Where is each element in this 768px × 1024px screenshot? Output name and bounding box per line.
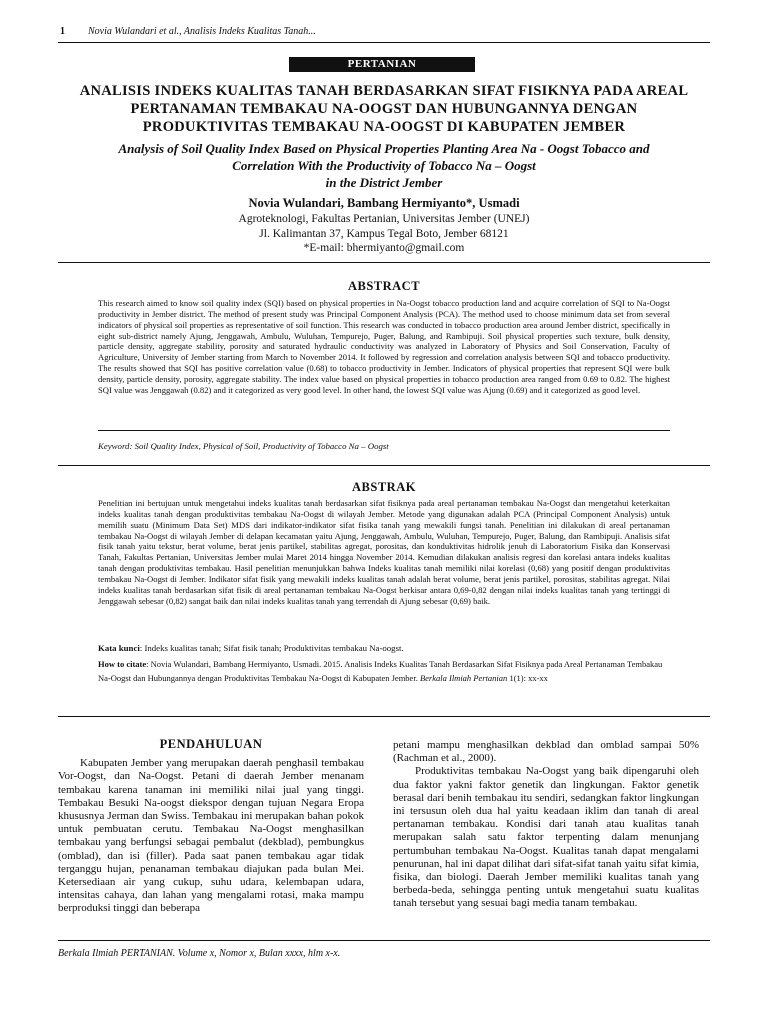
affiliation bbox=[100, 212, 668, 256]
how-to-cite-label: How to citate bbox=[98, 659, 147, 669]
title-en-line: Analysis of Soil Quality Index Based on Physical Properties Planting Area Na - Oogst Tobacco and bbox=[118, 141, 650, 156]
body-paragraph: Produktivitas tembakau Na-Oogst yang baik dipengaruhi oleh dua faktor yakni faktor genetik dan lingkungan. Faktor genetik berasal dari benih tembakau itu sendiri, sedangkan faktor lingkungan ini tersusun oleh dua hal yaitu keadaan iklim dan tanah di areal pertanaman tembakau. Kondisi dari tanah atau kualitas tanah merupakan salah satu faktor terpenting dalam menunjang pertumbuhan tembakau Na-Oogst. Kualitas tanah dapat mengalami penurunan, hal ini dapat dilihat dari sifat-sifat tanah yaitu sifat kimia, fisika, dan biologi. Daerah Jember memiliki kualitas tanah yang berbeda-beda, sehingga penting untuk mengetahui suatu kualitas tanah tersebut yang sesuai bagi media tanam tembakau. bbox=[393, 765, 699, 910]
how-to-cite-issue: 1(1): xx-xx bbox=[507, 673, 548, 683]
keywords-id-text: : Indeks kualitas tanah; Sifat fisik tanah; Produktivitas tembakau Na-oogst. bbox=[139, 643, 404, 653]
running-header bbox=[58, 26, 710, 40]
page-number: 1 bbox=[60, 26, 65, 37]
section-heading: PENDAHULUAN bbox=[159, 737, 263, 751]
affiliation-line: Jl. Kalimantan 37, Kampus Tegal Boto, Jember 68121 bbox=[259, 227, 509, 240]
title-line: PERTANAMAN TEMBAKAU NA-OOGST DAN HUBUNGANNYA DENGAN bbox=[130, 101, 638, 117]
title-en-line: in the District Jember bbox=[325, 175, 443, 190]
rule-above-abstrak bbox=[58, 465, 710, 466]
rule-below-abstract bbox=[98, 430, 670, 431]
abstract-heading: ABSTRACT bbox=[347, 279, 421, 293]
body-paragraph: petani mampu menghasilkan dekblad dan omblad sampai 50% (Rachman et al., 2000). bbox=[393, 739, 699, 765]
running-title: Novia Wulandari et al., Analisis Indeks Kualitas Tanah... bbox=[88, 26, 316, 37]
body-column-right bbox=[393, 739, 699, 911]
title-line: ANALISIS INDEKS KUALITAS TANAH BERDASARKAN SIFAT FISIKNYA PADA AREAL bbox=[79, 83, 689, 99]
header-rule bbox=[58, 42, 710, 43]
keywords-id-label: Kata kunci bbox=[98, 643, 140, 653]
affiliation-line: Agroteknologi, Fakultas Pertanian, Universitas Jember (UNEJ) bbox=[238, 213, 530, 225]
abstract-text: This research aimed to know soil quality index (SQI) based on physical properties in Na-Oogst tobacco production land and acquire correlation of SQI to Na-Oogst productivity in Jember district. The method of present study was Principal Component Analysis (PCA). The method used to choose minimum data set from several indicators of physical soil properties as representative of soil function. This research was conducted in tobacco production area around Jember district, specifically in eight sub-district namely Ajung, Jenggawah, Ambulu, Wuluhan, Tempurejo, Puger, Balung, and Rambipuji. Soil physical properties such texture, bulk density, particle density, aggregate stability, porosity and saturated hydraulic conductivity was analyzed in Laboratory of Physics and Soil Conservation, Faculty of Agriculture, University of Jember starting from March to November 2014. It followed by regression and correlation analysis between SQI and tobacco productivity. The results showed that SQI has positive correlation value (0.68) to tobacco productivity in Jember. Indicators of physical properties that represent SQI were bulk density, particle density, porosity, aggregate stability. The index value based on physical properties in tobacco production area ranged from 0.69 to 0.82. The highest SQI value was Jenggawah (0.82) and it categorized as very good level. In other hand, the lowest SQI value was Ajung (0.69) and it categorized as good level. bbox=[98, 298, 670, 395]
abstrak-heading: ABSTRAK bbox=[352, 480, 416, 494]
paper-title bbox=[40, 82, 728, 136]
title-line: PRODUKTIVITAS TEMBAKAU NA-OOGST DI KABUPATEN JEMBER bbox=[142, 119, 626, 135]
rule-above-abstract bbox=[58, 262, 710, 263]
footer-rule bbox=[58, 940, 710, 941]
section-tag: PERTANIAN bbox=[289, 57, 475, 72]
footer: Berkala Ilmiah PERTANIAN. Volume x, Nomor x, Bulan xxxx, hlm x-x. bbox=[58, 948, 341, 959]
keywords-en: Keyword: Soil Quality Index, Physical of Soil, Productivity of Tobacco Na – Oogst bbox=[98, 441, 389, 451]
how-to-cite-journal: Berkala Ilmiah Pertanian bbox=[419, 673, 508, 683]
abstrak-text: Penelitian ini bertujuan untuk mengetahui indeks kualitas tanah berdasarkan sifat fisiknya pada areal pertanaman tembakau Na-Oogst dan mengetahui keterkaitan indeks kualitas tanah dengan produktivitas tembakau Na-Oogst di wilayah Jember. Metode yang digunakan adalah PCA (Principal Component Analysis) untuk memilih suatu (Minimum Data Set) MDS dari indikator-indikator sifat fisika tanah yang mewakili fungsi tanah. Penelitian ini dilakukan di areal pertanaman tembakau Na-Oogst di wilayah Jember di delapan kecamatan yaitu Ajung, Jenggawah, Ambulu, Wuluhan, Tempurejo, Puger, Balung, dan Rambipuji. Analisis sifat fisik tanah yaitu tekstur, berat volume, berat jenis partikel, stabilitas agregat, porositas, dan konduktivitas hidrolik jenuh di Laboratorium Fisika dan Konservasi Tanah, Fakultas Pertanian, Universitas Jember mulai Maret 2014 hingga November 2014. Kemudian dilakukan analisis regresi dan korelasi antara indeks kualitas tanah dengan produktivitas tembakau. Hasil penelitian menunjukkan bahwa Indeks kualitas tanah memiliki nilai korelasi (0,68) yang positif dengan produktivitas tembakau Na-Oogst di Jember. Indikator sifat fisik yang mewakili indeks kualitas tanah adalah berat volume, berat jenis partikel, porositas, stabilitas agregat. Nilai indeks kualitas tanah berdasarkan sifat fisik di areal pertanaman tembakau Na-Oogst berkisar antara 0,69-0,82 dengan nilai indeks kualitas tanah yang tertinggi di Jenggawah sebesar (0,82) sangat baik dan nilai indeks kualitas tanah yang terrendah di Ajung sebesar (0,69) baik. bbox=[98, 498, 670, 606]
paper-title-english bbox=[60, 140, 708, 191]
how-to-cite bbox=[98, 657, 670, 685]
keywords-id bbox=[98, 643, 670, 653]
title-en-line: Correlation With the Productivity of Tobacco Na – Oogst bbox=[232, 158, 536, 173]
authors: Novia Wulandari, Bambang Hermiyanto*, Usmadi bbox=[248, 196, 520, 210]
how-to-cite-text: : Novia Wulandari, Bambang Hermiyanto, Usmadi. 2015. Analisis Indeks Kualitas Tanah Berdasarkan Sifat Fisiknya pada Areal Pertanaman Tembakau Na-Oogst dan Hubungannya dengan Produktivitas Tembakau Na-Oogst di Kabupaten Jember. bbox=[98, 659, 663, 683]
rule-above-body bbox=[58, 716, 710, 717]
body-paragraph: Kabupaten Jember yang merupakan daerah penghasil tembakau Vor-Oogst, dan Na-Oogst. Petani di daerah Jember menanam tembakau karena tanaman ini memiliki nilai jual yang tinggi. Tembakau Besuki Na-oogst diekspor dengan tujuan Negara Eropa khususnya Jerman dan Swiss. Tembakau ini merupakan bahan pokok untuk pembuatan cerutu. Tembakau Na-Oogst menghasilkan tembakau yang berfungsi sebagai pembalut (dekblad), pembungkus (omblad), dan isi (filler). Pada saat panen tembakau agar tidak terganggu hujan, penanaman tembakau diajukan pada bulan Mei. Ketersediaan air yang cukup, suhu udara, kelembapan udara, intensitas cahaya, dan lahan yang mengalami rotasi, maka mampu berproduksi tinggi dan beberapa bbox=[58, 757, 364, 915]
body-column-left bbox=[58, 738, 364, 916]
email: *E-mail: bhermiyanto@gmail.com bbox=[303, 242, 465, 254]
